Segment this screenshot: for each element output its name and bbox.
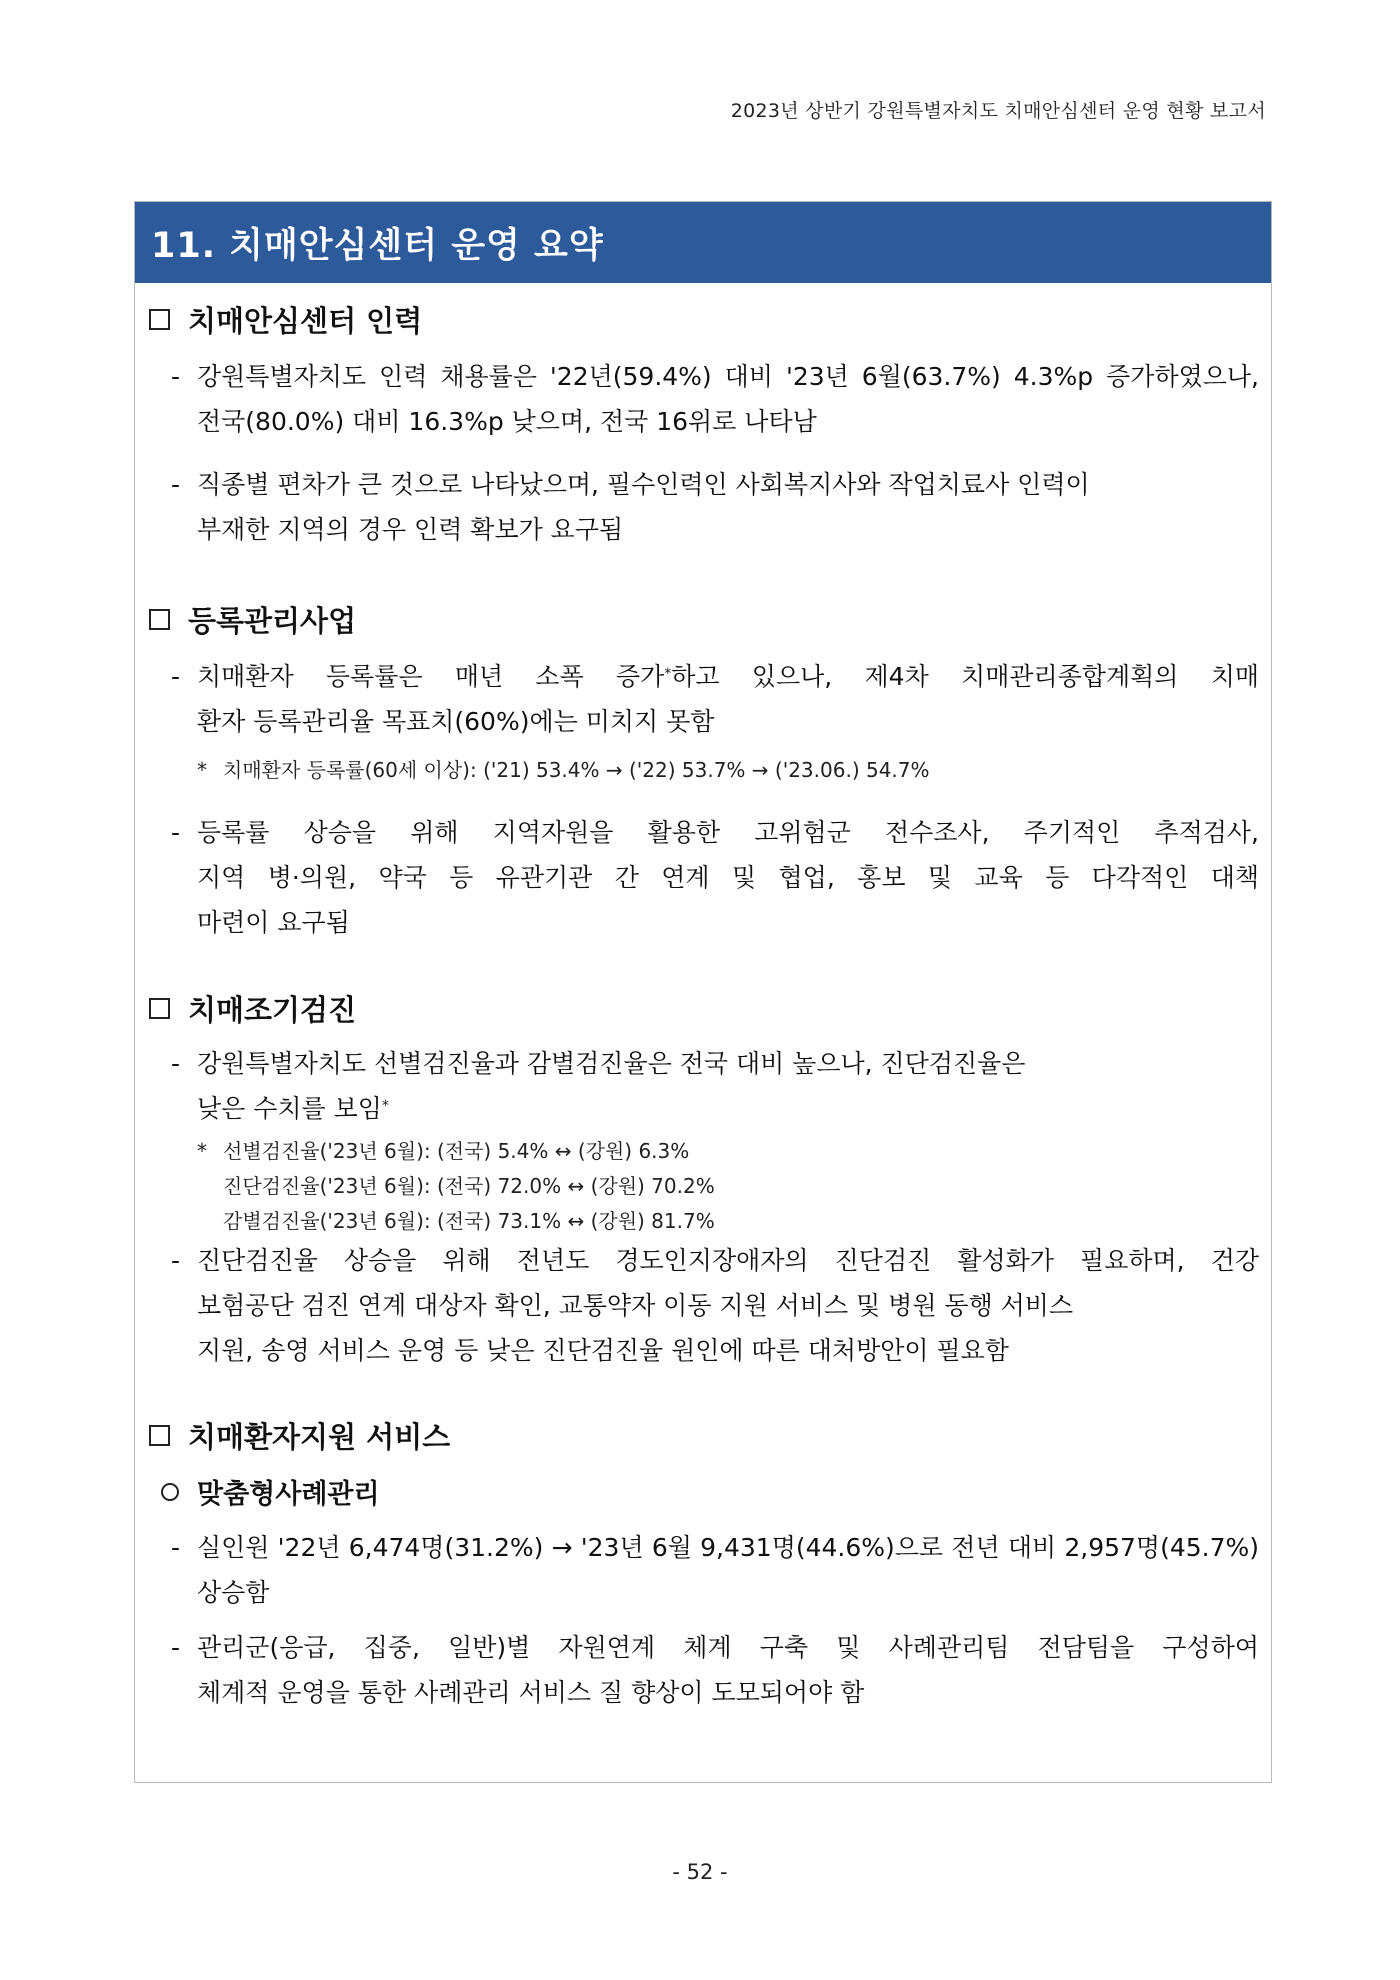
square-bullet-icon [149, 1425, 170, 1446]
staffing-bullet-2: - 직종별 편차가 큰 것으로 나타났으며, 필수인력인 사회복지사와 작업치료사 인력이 부재한 지역의 경우 인력 확보가 요구됨 [171, 470, 1090, 544]
screening-bullet-1: - 강원특별자치도 선별검진율과 감별검진율은 전국 대비 높으나, 진단검진율은 낮은 수치를 보임* [171, 1049, 1026, 1123]
staffing-bullet-1: - 강원특별자치도 인력 채용률은 '22년(59.4%) 대비 '23년 6월(63.7%) 4.3%p 증가하였으나, 전국(80.0%) 대비 16.3%p 낮으며, 전국 16위로 나타남 [171, 362, 1259, 436]
square-bullet-icon [149, 309, 170, 330]
summary-box: 11. 치매안심센터 운영 요약 치매안심센터 인력 - 강원특별자치도 인력 채용률은 '22년(59.4%) 대비 '23년 6월(63.7%) 4.3%p 증가하였으나, 전국(80.0%) 대비 16.3%p 낮으며, 전국 16위로 나타남 - 직종별 편차가 큰 것으로 나타났으며, 필수인력인 사회복지사와 작업치료사 인력이 부재한 지역의 경우 인력 확보가 요구됨 등록관리사업 - 치매환자 등록률은 매년 소폭 증가*하고 있으나, 제4차 치매관리종합계획의 치매 환자 등록관리율 목표치(60%)에는 미치지 못함 * 치매환자 등록률(60세 이상): ('21) 53.4% → ('22) 53.7% → ('23.06.) 54.7% - 등록률 상승을 위해 지역자원을 활용한 고위험군 전수조사, 주기적인 추적검사, 지역 병·의원, 약국 등 유관기관 간 연계 및 협업, 홍보 및 교육 등 다각적인 대책 마련이 요구됨 치매조기검진 - 강원특별자치도 선별검진율과 감별검진율은 전국 대비 높으나, 진단검진율은 낮은 수치를 보임* * 선별검진율('23년 6월): (전국) 5.4% ↔ (강원) 6.3% 진단검진율('23년 6월): (전국) 72.0% ↔ (강원) 70.2% 감별검진율('23년 6월): (전국) 73.1% ↔ (강원) 81.7% - 진단검진율 상승을 위해 전년도 경도인지장애자의 진단검진 활성화가 필요하며, 건강 보험공단 검진 연계 대상자 확인, 교통약자 이동 지원 서비스 및 병원 동행 서비스 지원, 송영 서비스 운영 등 낮은 진단검진율 원인에 따른 대처방안이 필요함 치매환자지원 서비스 맞춤형사례관리 - 실인원 '22년 6,474명(31.2%) → '23년 6월 9,431명(44.6%)으로 전년 대비 2,957명(45.7%) 상승함 - 관리군(응급, 집중, 일반)별 자원연계 체계 구축 및 사례관리팀 전담팀을 구성하여 체계적 운영을 통한 사례관리 서비스 질 향상이 도모되어야 함 [134, 201, 1272, 1783]
screening-bullet-2: - 진단검진율 상승을 위해 전년도 경도인지장애자의 진단검진 활성화가 필요하며, 건강 보험공단 검진 연계 대상자 확인, 교통약자 이동 지원 서비스 및 병원 동행 서비스 지원, 송영 서비스 운영 등 낮은 진단검진율 원인에 따른 대처방안이 필요함 [171, 1246, 1259, 1365]
page-title: 11. 치매안심센터 운영 요약 [151, 225, 604, 266]
registration-bullet-2: - 등록률 상승을 위해 지역자원을 활용한 고위험군 전수조사, 주기적인 추적검사, 지역 병·의원, 약국 등 유관기관 간 연계 및 협업, 홍보 및 교육 등 다각적인 대책 마련이 요구됨 [171, 818, 1259, 937]
square-bullet-icon [149, 998, 170, 1019]
page-number: - 52 - [672, 1860, 728, 1884]
subheading-case-management: 맞춤형사례관리 [161, 1472, 380, 1511]
circle-bullet-icon [161, 1483, 179, 1501]
registration-bullet-1: - 치매환자 등록률은 매년 소폭 증가*하고 있으나, 제4차 치매관리종합계획의 치매 환자 등록관리율 목표치(60%)에는 미치지 못함 [171, 662, 1260, 736]
section-heading-staffing: 치매안심센터 인력 [149, 299, 422, 340]
section-heading-screening: 치매조기검진 [149, 988, 356, 1029]
case-management-bullet-1: - 실인원 '22년 6,474명(31.2%) → '23년 6월 9,431명(44.6%)으로 전년 대비 2,957명(45.7%) 상승함 [171, 1533, 1259, 1607]
case-management-bullet-2: - 관리군(응급, 집중, 일반)별 자원연계 체계 구축 및 사례관리팀 전담팀을 구성하여 체계적 운영을 통한 사례관리 서비스 질 향상이 도모되어야 함 [171, 1633, 1259, 1707]
section-heading-registration: 등록관리사업 [149, 599, 356, 640]
square-bullet-icon [149, 609, 170, 630]
section-title-bar [135, 202, 1271, 283]
section-heading-patient-support: 치매환자지원 서비스 [149, 1415, 450, 1456]
running-header: 2023년 상반기 강원특별자치도 치매안심센터 운영 현황 보고서 [730, 100, 1266, 122]
